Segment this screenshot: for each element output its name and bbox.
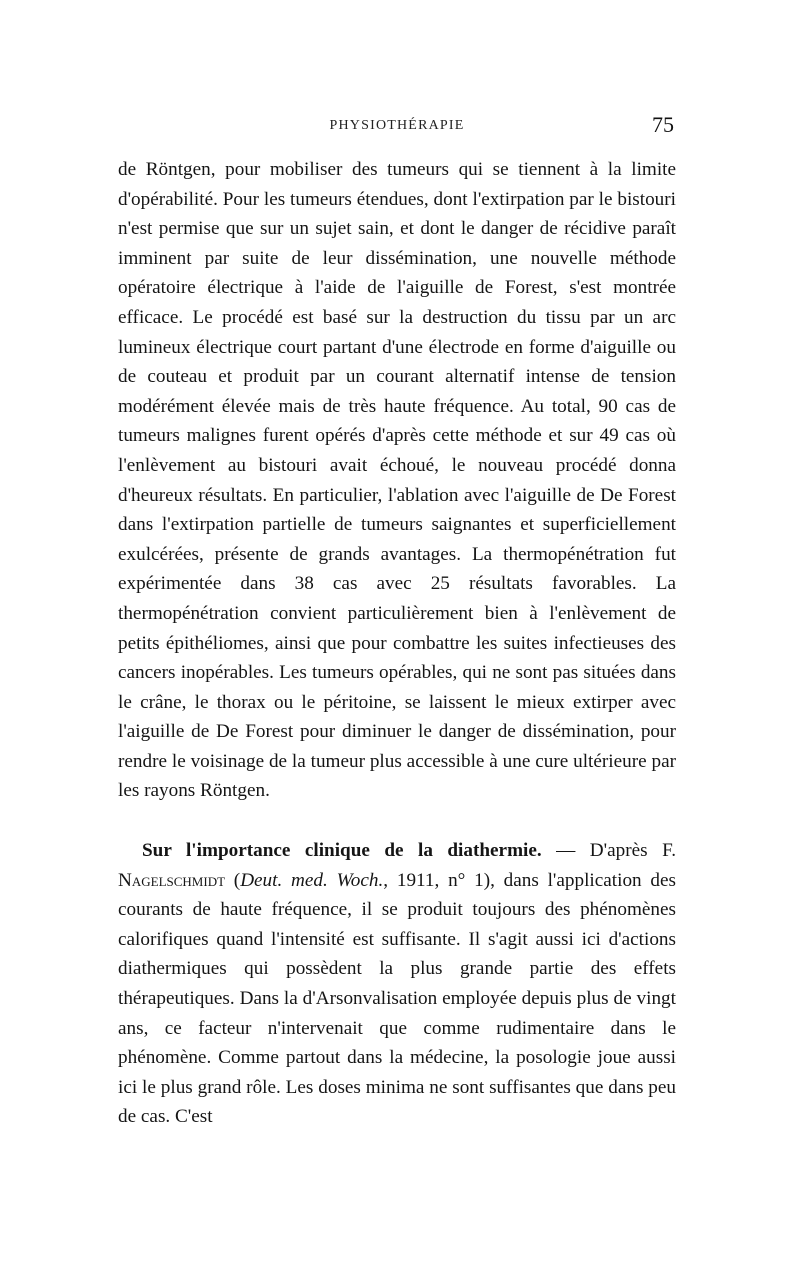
- header-title: PHYSIOTHÉRAPIE: [329, 118, 465, 133]
- body-text: [118, 155, 676, 1132]
- citation-journal: Deut. med. Woch.: [240, 869, 384, 891]
- author-name: Nagelschmidt: [118, 869, 226, 891]
- author-initial: F.: [662, 840, 676, 862]
- citation-open: (: [225, 869, 241, 891]
- running-header: [118, 112, 676, 146]
- citation-rest: , 1911, n° 1): [383, 869, 491, 891]
- page-number: 75: [652, 112, 674, 137]
- section-dash: — D'après: [541, 840, 663, 862]
- section-text: , dans l'application des courants de haute fréquence, il se produit toujours des phénomènes calorifiques quand l'intensité est suffisante. Il s'agit aussi ici d'actions diathermiques qui possèdent la plus grande partie des effets thérapeutiques. Dans la d'Arsonvalisation employée depuis plus de vingt ans, ce facteur n'intervenait que comme rudimentaire dans le phénomène. Comme partout dans la médecine, la posologie joue aussi ici le plus grand rôle. Les doses minima ne sont suffisantes que dans peu de cas. C'est: [118, 869, 676, 1128]
- paragraph-roentgen: de Röntgen, pour mobiliser des tumeurs qui se tiennent à la limite d'opérabilité. Pour les tumeurs étendues, dont l'extirpation par le bistouri n'est permise que sur un sujet sain, et dont le danger de récidive paraît imminent par suite de leur dissémination, une nouvelle méthode opératoire électrique à l'aide de l'aiguille de Forest, s'est montrée efficace. Le procédé est basé sur la destruction du tissu par un arc lumineux électrique court partant d'une électrode en forme d'aiguille ou de couteau et produit par un courant alternatif intense de tension modérément élevée mais de très haute fréquence. Au total, 90 cas de tumeurs malignes furent opérés d'après cette méthode et sur 49 cas où l'enlèvement au bistouri avait échoué, le nouveau procédé donna d'heureux résultats. En particulier, l'ablation avec l'aiguille de De Forest dans l'extirpation partielle de tumeurs saignantes et superficiellement exulcérées, présente de grands avantages. La thermopénétration fut expérimentée dans 38 cas avec 25 résultats favorables. La thermopénétration convient particulièrement bien à l'enlèvement de petits épithéliomes, ainsi que pour combattre les suites infectieuses des cancers inopérables. Les tumeurs opérables, qui ne sont pas situées dans le crâne, le thorax ou le péritoine, se laissent le mieux extirper avec l'aiguille de De Forest pour diminuer le danger de dissémination, pour rendre le voisinage de la tumeur plus accessible à une cure ultérieure par les rayons Röntgen.: [118, 159, 676, 802]
- section-heading: Sur l'importance clinique de la diathermie.: [142, 840, 542, 862]
- section-diathermie: [118, 836, 676, 1132]
